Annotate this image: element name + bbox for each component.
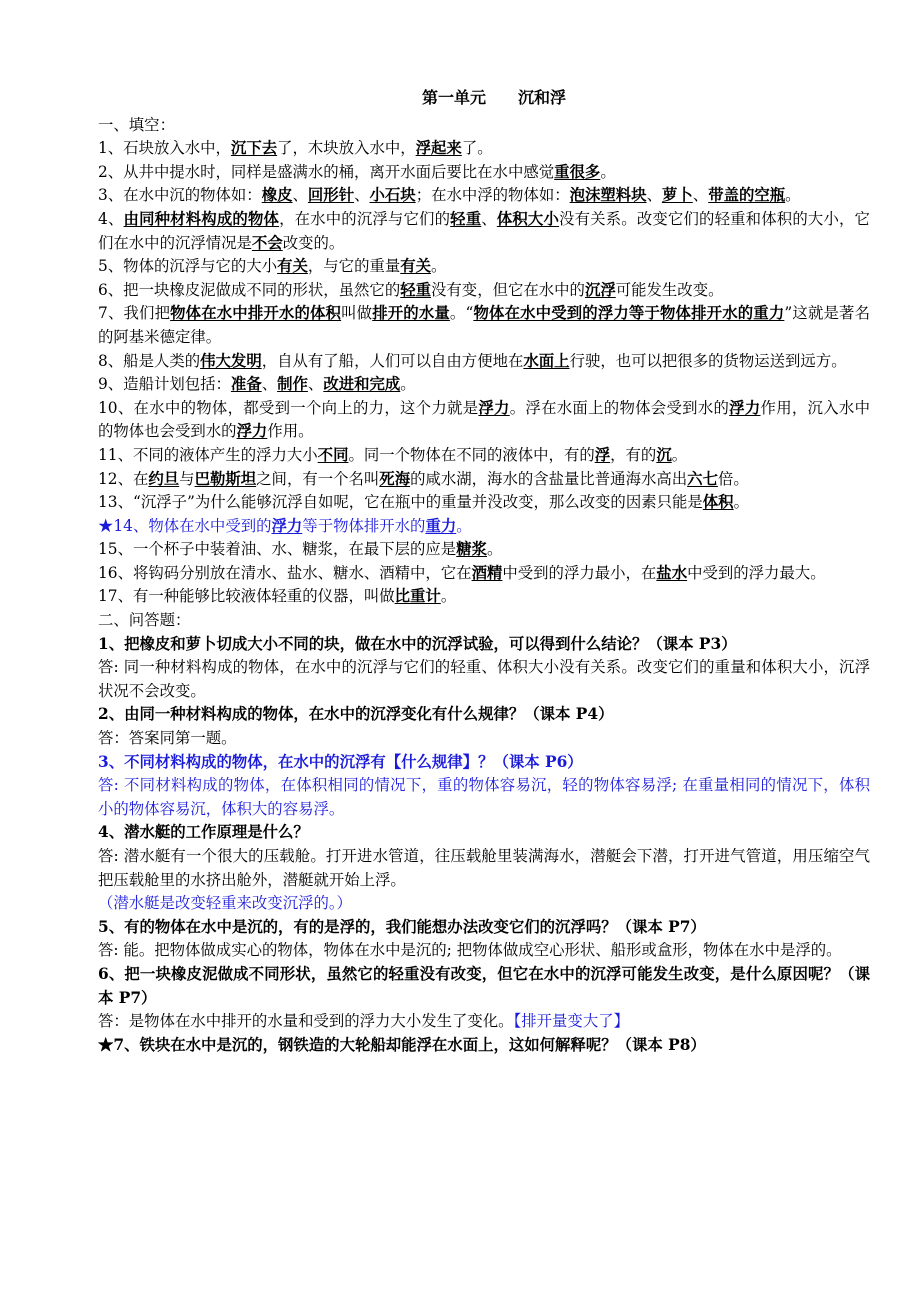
fill-text: 了，木块放入水中，: [277, 139, 416, 158]
qa-list: [98, 633, 870, 1058]
answer-text: 重很多: [554, 162, 601, 181]
answer-text: 不同: [317, 445, 349, 464]
answer-text: 答: 潜水艇有一个很大的压载舱。打开进水管道，往压载舱里装满海水，潜艇会下潜，打开进气管道，用压缩空气把压载舱里的水挤出舱外，潜艇就开始上浮。: [98, 847, 870, 889]
fill-item: [98, 444, 870, 468]
question: 2、由同一种材料构成的物体，在水中的沉浮变化有什么规律？（课本 P4）: [98, 705, 614, 724]
fill-text: 可能发生改变。: [615, 280, 724, 299]
answer-text: 死海: [379, 469, 411, 488]
fill-text: 叫做: [341, 304, 373, 323]
fill-text: 。: [431, 257, 447, 276]
question: ★7、铁块在水中是沉的，钢铁造的大轮船却能浮在水面上，这如何解释呢？（课本 P8）: [98, 1035, 706, 1054]
fill-text: 。“: [449, 304, 474, 323]
fill-item: [98, 397, 870, 444]
answer-text: 由同种材料构成的物体: [123, 209, 280, 228]
answer-text: 改进和完成: [323, 375, 401, 394]
answer-text: 浮力: [478, 398, 510, 417]
answer-text: 轻重: [450, 209, 482, 228]
answer-text: 答: 不同材料构成的物体，在体积相同的情况下，重的物体容易沉，轻的物体容易浮; 在重量相同的情况下，体积小的物体容易沉，体积大的容易浮。: [98, 776, 870, 818]
fill-text: 8、船是人类的: [98, 351, 201, 370]
answer: [98, 1010, 870, 1034]
fill-text: 4、: [98, 209, 124, 228]
page-title: 第一单元 沉和浮: [421, 88, 566, 107]
answer-text: 带盖的空瓶: [708, 186, 786, 205]
fill-text: ”这就是著名的阿基米德定律。: [98, 304, 870, 346]
fill-text: 。: [733, 493, 749, 512]
answer-text: 橡皮: [261, 186, 293, 205]
fill-text: ，与它的重量: [307, 257, 401, 276]
fill-text: 、: [307, 375, 324, 394]
answer-highlight: 【排开量变大了】: [513, 1012, 629, 1031]
fill-text: 、: [292, 186, 308, 205]
answer-text: 浮力: [236, 422, 268, 441]
fill-text: 倍。: [717, 469, 749, 488]
fill-item: [98, 302, 870, 349]
fill-text: 15、一个杯子中装着油、水、糖浆，在最下层的应是: [98, 540, 457, 559]
answer-text: 答: 能。把物体做成实心的物体，物体在水中是沉的; 把物体做成空心形状、船形或盒形，物体在水中是浮的。: [98, 941, 842, 960]
fill-text: ；在水中浮的物体如：: [415, 186, 570, 205]
fill-text: 行驶，也可以把很多的货物运送到远方。: [569, 351, 847, 370]
fill-text: 17、有一种能够比较液体轻重的仪器，叫做: [98, 587, 395, 606]
answer-text: 浮力: [271, 516, 303, 535]
fill-text: 5、物体的沉浮与它的大小: [98, 257, 278, 276]
answer-text: 物体在水中受到的浮力等于物体排开水的重力: [473, 304, 785, 323]
fill-text: 没有关系。改变它们的轻重和体积的大小，它们在水中的沉浮情况是: [98, 209, 870, 252]
fill-item: [98, 184, 870, 208]
answer-text: 巴勒斯坦: [194, 469, 257, 488]
fill-text: ，自从有了船，人们可以自由方便地在: [261, 351, 524, 370]
fill-text: 作用。: [267, 422, 314, 441]
fill-text: 。: [456, 516, 472, 535]
fill-text: 16、将钩码分别放在清水、盐水、糖水、酒精中，它在: [98, 563, 472, 582]
answer-text: 轻重: [400, 280, 432, 299]
fill-item: [98, 208, 870, 255]
fill-text: 2、从井中提水时，同样是盛满水的桶，离开水面后要比在水中感觉: [98, 162, 555, 181]
fill-in-list: [98, 137, 870, 609]
answer-text: 准备: [230, 375, 262, 394]
answer-text: 沉浮: [584, 280, 616, 299]
fill-item: [98, 538, 870, 562]
fill-item: [98, 515, 870, 539]
fill-text: 9、造船计划包括：: [98, 375, 231, 394]
fill-text: 、: [692, 186, 709, 205]
fill-text: 作用，沉入水中的物体也会受到水的: [98, 398, 870, 441]
fill-text: ，在水中的沉浮与它们的: [279, 209, 451, 228]
fill-text: 了。: [461, 139, 493, 158]
fill-text: 之间，有一个名叫: [256, 469, 380, 488]
fill-item: [98, 255, 870, 279]
fill-item: [98, 468, 870, 492]
fill-item: [98, 562, 870, 586]
answer-text: 重力: [425, 516, 457, 535]
answer-text: 答：答案同第一题。: [98, 729, 237, 748]
answer-text: 比重计: [394, 587, 441, 606]
fill-text: 。同一个物体在不同的液体中，有的: [348, 445, 595, 464]
answer-text: 有关: [277, 257, 308, 276]
fill-text: 等于物体排开水的: [302, 516, 426, 535]
answer-text: 萝卜: [661, 186, 693, 205]
answer-text: 泡沫塑料块: [569, 186, 647, 205]
answer-text: 不会: [251, 233, 283, 252]
fill-item: [98, 491, 870, 515]
answer-text: 浮起来: [415, 139, 462, 158]
fill-text: 3、在水中沉的物体如：: [98, 186, 262, 205]
answer-text: 答：是物体在水中排开的水量和受到的浮力大小发生了变化。: [98, 1012, 514, 1031]
fill-text: 、: [646, 186, 662, 205]
answer-text: 答: 同一种材料构成的物体，在水中的沉浮与它们的轻重、体积大小没有关系。改变它们的重量和体积大小，沉浮状况不会改变。: [98, 658, 870, 700]
fill-item: [98, 585, 870, 609]
answer-text: 制作: [277, 375, 308, 394]
fill-text: 。: [486, 540, 503, 559]
answer: [98, 939, 870, 963]
fill-item: [98, 137, 870, 161]
answer-text: 酒精: [471, 563, 503, 582]
fill-text: 。: [400, 375, 416, 394]
fill-text: 。: [600, 162, 616, 181]
document-page: [98, 86, 870, 1057]
fill-text: 。浮在水面上的物体会受到水的: [509, 398, 730, 417]
question: 1、把橡皮和萝卜切成大小不同的块，做在水中的沉浮试验，可以得到什么结论？（课本 P3）: [98, 634, 737, 653]
fill-text: 。: [671, 445, 688, 464]
fill-text: 1、石块放入水中，: [98, 139, 231, 158]
fill-text: 6、把一块橡皮泥做成不同的形状，虽然它的: [98, 280, 401, 299]
answer-text: 有关: [400, 257, 432, 276]
fill-text: 中受到的浮力最小，在: [502, 563, 657, 582]
fill-text: 10、在水中的物体，都受到一个向上的力，这个力就是: [98, 398, 479, 417]
answer-text: 糖浆: [456, 540, 487, 559]
question: 6、把一块橡皮泥做成不同形状，虽然它的轻重没有改变，但它在水中的沉浮可能发生改变，是什么原因呢？（课本 P7）: [98, 964, 870, 1007]
answer-text: 盐水: [656, 563, 688, 582]
answer-text: 六七: [687, 469, 718, 488]
answer-text: 沉: [656, 445, 672, 464]
fill-text: 的咸水湖，海水的含盐量比普通海水高出: [410, 469, 688, 488]
answer-text: 小石块: [369, 186, 416, 205]
fill-text: 、: [481, 209, 497, 228]
answer-text: 体积: [702, 493, 734, 512]
fill-text: 7、我们把: [98, 304, 171, 323]
fill-text: ，有的: [610, 445, 657, 464]
question: 4、潜水艇的工作原理是什么？: [98, 823, 309, 842]
fill-text: ★14、物体在水中受到的: [98, 516, 272, 535]
fill-text: 。: [440, 587, 457, 606]
answer-text: 体积大小: [496, 209, 560, 228]
answer-text: 物体在水中排开水的体积: [170, 304, 342, 323]
answer-text: 浮: [594, 445, 611, 464]
fill-item: [98, 373, 870, 397]
fill-text: 12、在: [98, 469, 149, 488]
answer-text: 回形针: [307, 186, 355, 205]
answer-text: 水面上: [523, 351, 570, 370]
answer-text: 沉下去: [230, 139, 278, 158]
fill-text: 、: [261, 375, 278, 394]
section-heading-qa: 二、问答题：: [98, 611, 191, 630]
answer-text: 浮力: [729, 398, 761, 417]
fill-item: [98, 350, 870, 374]
answer: [98, 656, 870, 703]
fill-text: 中受到的浮力最大。: [687, 563, 826, 582]
answer-text: 伟大发明: [200, 351, 262, 370]
answer: [98, 774, 870, 821]
section-heading-fill: 一、填空：: [98, 115, 175, 134]
fill-text: 。: [785, 186, 801, 205]
fill-text: 、: [354, 186, 370, 205]
answer: [98, 845, 870, 892]
fill-text: 13、“沉浮子”为什么能够沉浮自如呢，它在瓶中的重量并没改变，那么改变的因素只能是: [98, 493, 703, 512]
answer-note: （潜水艇是改变轻重来改变沉浮的。）: [98, 894, 352, 913]
answer-text: 排开的水量: [372, 304, 450, 323]
fill-text: 与: [179, 469, 195, 488]
fill-item: [98, 161, 870, 185]
question: 3、不同材料构成的物体，在水中的沉浮有【什么规律】？（课本 P6）: [98, 752, 583, 771]
fill-text: 改变的。: [282, 233, 345, 252]
answer: [98, 727, 870, 751]
fill-text: 11、不同的液体产生的浮力大小: [98, 445, 318, 464]
fill-text: 没有变，但它在水中的: [431, 280, 585, 299]
question: 5、有的物体在水中是沉的，有的是浮的，我们能想办法改变它们的沉浮吗？（课本 P7）: [98, 917, 706, 936]
answer-text: 约旦: [148, 469, 180, 488]
fill-item: [98, 279, 870, 303]
